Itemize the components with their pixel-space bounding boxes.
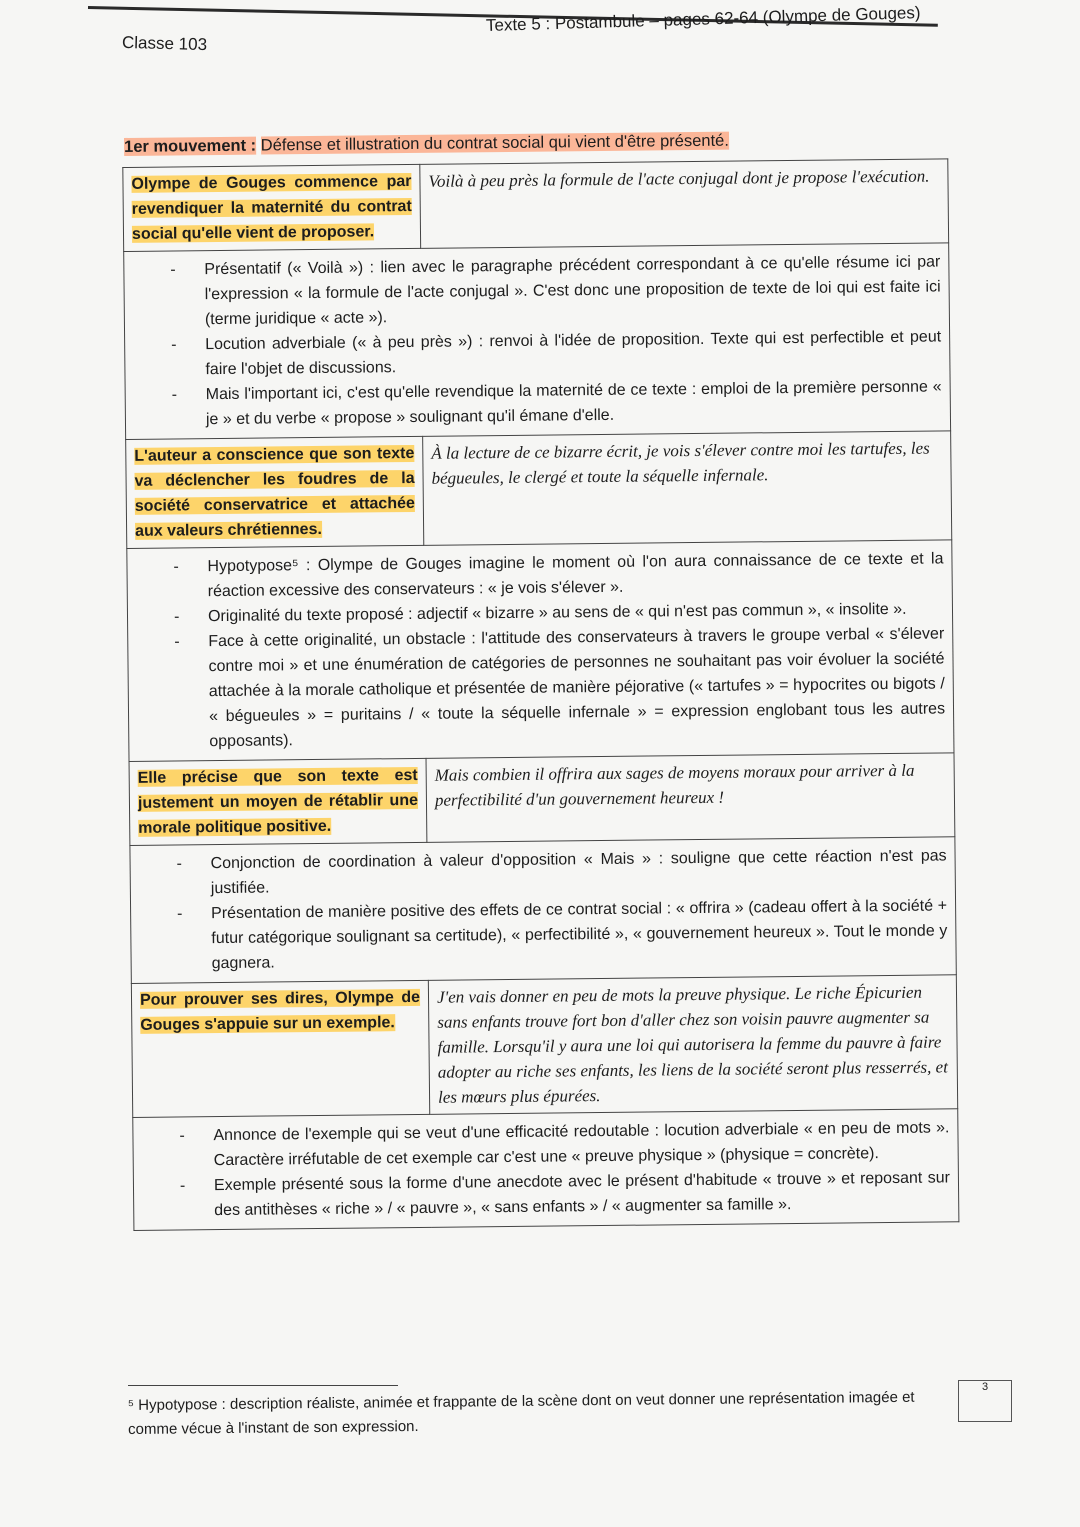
list-item: - Exemple présenté sous la forme d'une anecdote avec le présent d'habitude « trouve » et reposant sur des antithèses « riche » / « pauvre », « sans enfants » / « augmenter sa famille ». (180, 1165, 950, 1223)
comment-row (130, 837, 956, 984)
comment-row (124, 243, 951, 440)
comments-cell (130, 837, 956, 984)
list-item: - Présentatif (« Voilà ») : lien avec le paragraphe précédent correspondant à ce qu'elle résume ici par l'expression « la formule de l'acte conjugal ». C'est donc une proposition de texte de loi qui est faite ici (terme juridique « acte »). (170, 249, 941, 332)
list-item: - Annonce de l'exemple qui se veut d'une efficacité redoutable : locution adverbiale « en peu de mots ». Caractère irréfutable de cet exemple car c'est une « preuve physique » (physique = concrète). (179, 1115, 949, 1173)
table-row (129, 753, 955, 846)
list-item: - Originalité du texte proposé : adjectif « bizarre » au sens de « qui n'est pas commun », « insolite ». (174, 596, 944, 629)
idea-cell: Olympe de Gouges commence par revendiquer la maternité du contrat social qu'elle vient de proposer. (123, 164, 421, 251)
quote-cell: Mais combien il offrira aux sages de moyens moraux pour arriver à la perfectibilité d'un gouvernement heureux ! (426, 753, 955, 843)
footnote: ⁵ Hypotypose : description réaliste, animée et frappante de la scène dont on veut donner une représentation imagée et comme vécue à l'instant de son expression. (127, 1388, 915, 1438)
idea-cell: Pour prouver ses dires, Olympe de Gouges s'appuie sur un exemple. (131, 980, 429, 1117)
footnote-rule (128, 1385, 398, 1386)
list-item: - Présentation de manière positive des effets de ce contrat social : « offrira » (cadeau offert à la société + futur catégorique soulignant sa certitude), « perfectibilité », « gouvernement heureux ». Tout le monde y gagnera. (177, 893, 948, 976)
analysis-sheet (122, 129, 959, 1231)
movement-label: 1er mouvement : (123, 136, 257, 156)
table-row (131, 975, 957, 1118)
movement-title: Défense et illustration du contrat social qui vient d'être présenté. (260, 131, 729, 155)
analysis-table (122, 158, 959, 1231)
table-row (126, 431, 952, 549)
idea-cell: Elle précise que son texte est justement un moyen de rétablir une morale politique positive. (129, 758, 427, 845)
list-item: - Mais l'important ici, c'est qu'elle revendique la maternité de ce texte : emploi de la première personne « je » et du verbe « propose » soulignant qu'il émane d'elle. (172, 374, 942, 432)
list-item: - Hypotypose⁵ : Olympe de Gouges imagine le moment où l'on aura connaissance de ce texte et la réaction excessive des conservateurs : « je vois s'élever ». (173, 546, 943, 604)
quote-cell: À la lecture de ce bizarre écrit, je vois s'élever contre moi les tartufes, les bégueules, le clergé et toute la séquelle infernale. (423, 431, 952, 546)
comments-cell (133, 1109, 959, 1231)
class-label: Classe 103 (121, 32, 208, 55)
list-item: - Conjonction de coordination à valeur d'opposition « Mais » : souligne que cette réaction n'est pas justifiée. (176, 843, 946, 901)
movement-heading (122, 129, 948, 157)
comment-row (133, 1109, 959, 1231)
comments-cell (127, 540, 954, 762)
comments-cell (124, 243, 951, 440)
quote-cell: Voilà à peu près la formule de l'acte conjugal dont je propose l'exécution. (420, 159, 949, 249)
text-title: Texte 5 : Postambule – pages 62-64 (Olympe de Gouges) (485, 3, 921, 35)
list-item: - Face à cette originalité, un obstacle : l'attitude des conservateurs à travers le groupe verbal « s'élever contre moi » et une énumération de catégories de personnes ne souhaitant pas voir évoluer la société attachée à la morale catholique et présentée de manière péjorative (« tartufes » = hypocrites ou bigots / « bégueules » = puritains / « toute la séquelle infernale » = expression englobant tous les autres opposants). (174, 621, 945, 754)
idea-cell: L'auteur a conscience que son texte va déclencher les foudres de la société conservatrice et attachée aux valeurs chrétiennes. (126, 436, 424, 548)
table-row (123, 159, 949, 252)
quote-cell: J'en vais donner en peu de mots la preuve physique. Le riche Épicurien sans enfants trouve fort bon d'aller chez son voisin pauvre augmenter sa famille. Lorsqu'il y aura une loi qui autorisera la femme du pauvre à faire adopter au riche ses enfants, les liens de la société seront plus resserrés, et les mœurs plus épurées. (428, 975, 957, 1115)
page-number: 3 (958, 1380, 1012, 1422)
comment-row (127, 540, 954, 762)
list-item: - Locution adverbiale (« à peu près ») : renvoi à l'idée de proposition. Texte qui est perfectible et peut faire l'objet de discussions. (171, 324, 941, 382)
